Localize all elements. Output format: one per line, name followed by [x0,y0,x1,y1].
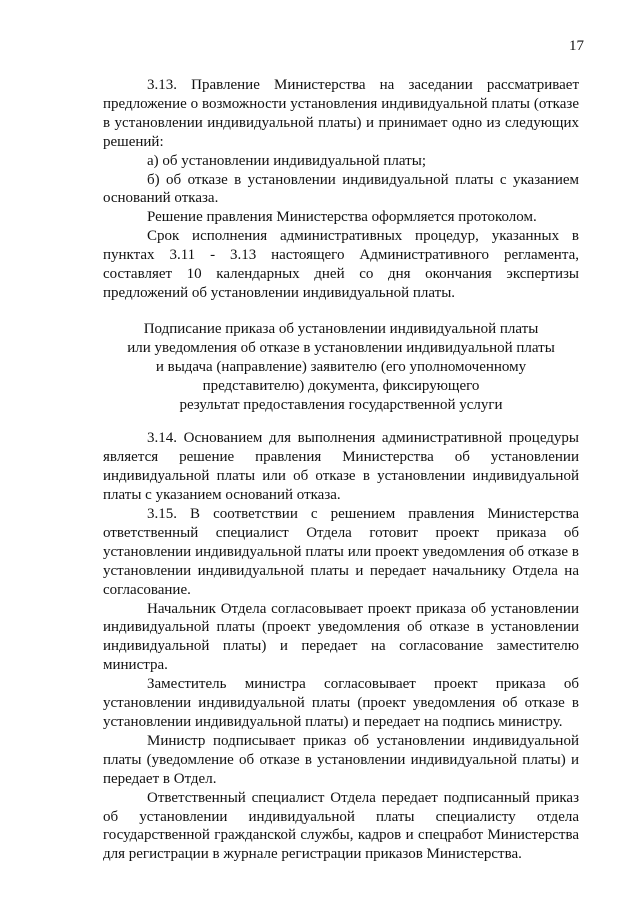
paragraph-3-13: 3.13. Правление Министерства на заседании рассматривает предложение о возможности установления индивидуальной платы (отказе в установлении индивидуальной платы) и принимает одно из следующих решений: [103,77,579,150]
heading-line: Подписание приказа об установлении индивидуальной платы [143,320,539,337]
paragraph-3-15: 3.15. В соответствии с решением правления Министерства ответственный специалист Отдела готовит проект приказа об установлении индивидуальной платы или проект уведомления об отказе в установлении индивидуальной платы и передает начальнику Отдела на согласование. [103,506,579,598]
document-body [103,76,579,864]
heading-line: и выдача (направление) заявителю (его уполномоченному [155,358,527,375]
paragraph-minister-signs: Министр подписывает приказ об установлении индивидуальной платы (уведомление об отказе в установлении индивидуальной платы) и передает в Отдел. [103,732,579,787]
section-heading [103,320,579,415]
option-b: б) об отказе в установлении индивидуальной платы с указанием оснований отказа. [103,171,579,207]
paragraph-3-14: 3.14. Основанием для выполнения административной процедуры является решение правления Министерства об установлении индивидуальной платы или об отказе в установлении индивидуальной платы с указанием оснований отказа. [103,430,579,504]
page-number: 17 [569,38,584,54]
paragraph-deputy-approval: Заместитель министра согласовывает проект приказа об установлении индивидуальной платы (проект уведомления об отказе в установлении индивидуальной платы) и передает на подпись министру. [103,676,579,730]
heading-line: представителю) документа, фиксирующего [202,377,480,394]
paragraph-protocol: Решение правления Министерства оформляется протоколом. [147,209,537,226]
heading-line: или уведомления об отказе в установлении индивидуальной платы [127,339,555,356]
paragraph-deadline: Срок исполнения административных процедур, указанных в пунктах 3.11 - 3.13 настоящего Административного регламента, составляет 10 календарных дней со дня окончания экспертизы предложений об установлении индивидуальной платы. [103,228,579,301]
paragraph-registration: Ответственный специалист Отдела передает подписанный приказ об установлении индивидуальной платы специалисту отдела государственной гражданской службы, кадров и спецработ Министерства для регистрации в журнале регистрации приказов Министерства. [103,789,579,863]
paragraph-head-approval: Начальник Отдела согласовывает проект приказа об установлении индивидуальной платы (проект уведомления об отказе в установлении индивидуальной платы) и передает на согласование заместителю министра. [103,600,579,674]
heading-line: результат предоставления государственной услуги [179,396,503,413]
option-a: а) об установлении индивидуальной платы; [147,152,426,169]
